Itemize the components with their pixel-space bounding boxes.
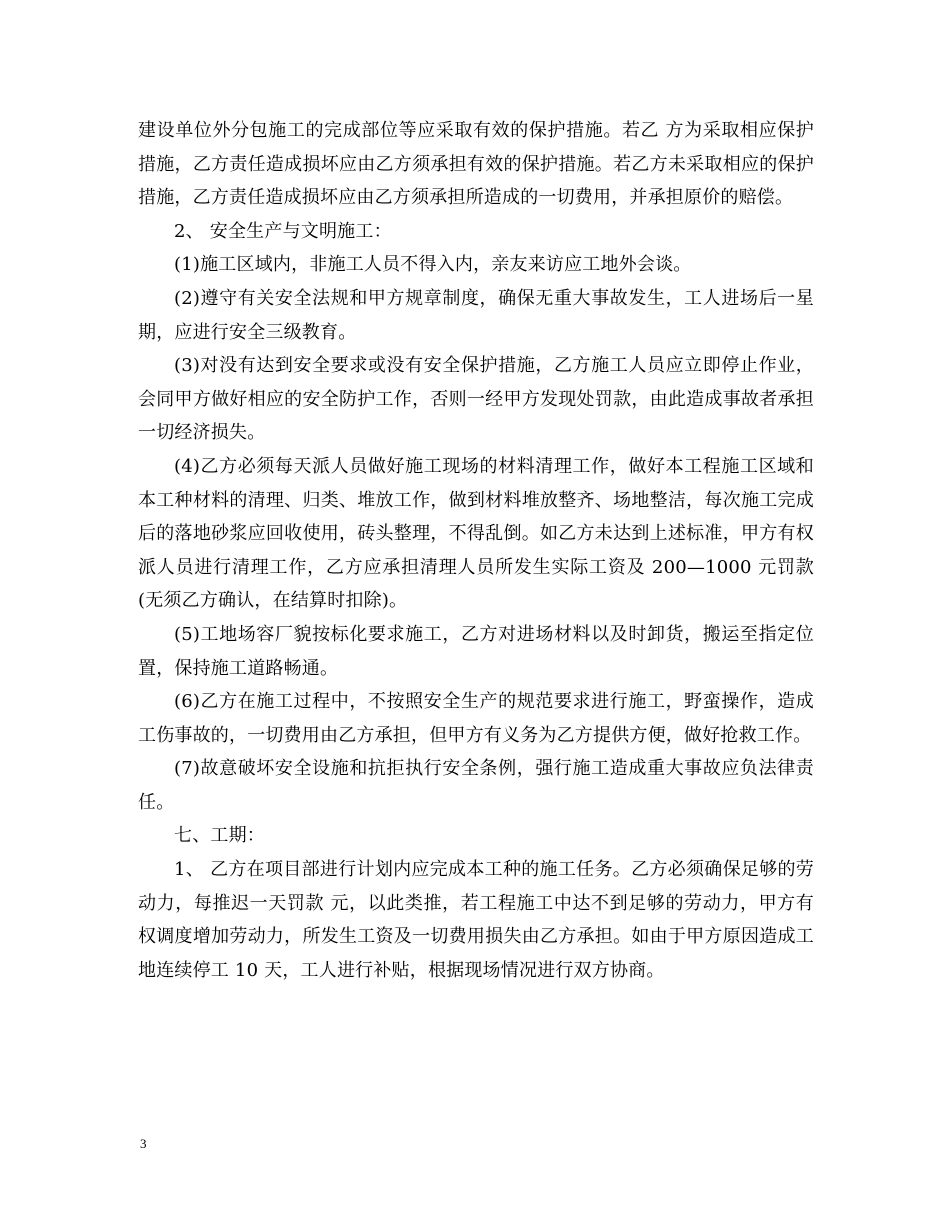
paragraph-schedule-item-1: 1、 乙方在项目部进行计划内应完成本工种的施工任务。乙方必须确保足够的劳动力，每推迟一天罚款 元，以此类推，若工程施工中达不到足够的劳动力，甲方有权调度增加劳动力，所发生工资及一切费用损失由乙方承担。如由于甲方原因造成工地连续停工 10 天，工人进行补贴，根据现场情况进行双方协商。 xyxy=(138,859,814,981)
paragraph-safety-item-2: (2)遵守有关安全法规和甲方规章制度，确保无重大事故发生，工人进场后一星期，应进行安全三级教育。 xyxy=(138,287,814,343)
heading-safety-production: 2、 安全生产与文明施工： xyxy=(174,220,392,242)
page-number: 3 xyxy=(140,1136,147,1151)
paragraph-safety-item-4: (4)乙方必须每天派人员做好施工现场的材料清理工作，做好本工程施工区域和本工种材料的清理、归类、堆放工作，做到材料堆放整齐、场地整洁，每次施工完成后的落地砂浆应回收使用，砖头整理，不得乱倒。如乙方未达到上述标准，甲方有权派人员进行清理工作，乙方应承担清理人员所发生实际工资及 200—1000 元罚款(无须乙方确认，在结算时扣除)。 xyxy=(138,455,814,612)
paragraph-protection-measures: 建设单位外分包施工的完成部位等应采取有效的保护措施。若乙 方为采取相应保护措施，乙方责任造成损坏应由乙方须承担有效的保护措施。若乙方未采取相应的保护措施，乙方责任造成损坏应由乙方须承担所造成的一切费用，并承担原价的赔偿。 xyxy=(138,120,814,209)
heading-schedule: 七、工期： xyxy=(174,825,265,847)
paragraph-safety-item-7: (7)故意破坏安全设施和抗拒执行安全条例，强行施工造成重大事故应负法律责任。 xyxy=(138,758,814,813)
paragraph-safety-item-1: (1)施工区域内，非施工人员不得入内，亲友来访应工地外会谈。 xyxy=(174,254,692,276)
paragraph-safety-item-3: (3)对没有达到安全要求或没有安全保护措施，乙方施工人员应立即停止作业，会同甲方做好相应的安全防护工作，否则一经甲方发现处罚款，由此造成事故者承担一切经济损失。 xyxy=(138,355,814,444)
document-body xyxy=(138,114,814,987)
paragraph-safety-item-6: (6)乙方在施工过程中，不按照安全生产的规范要求进行施工，野蛮操作，造成工伤事故的，一切费用由乙方承担，但甲方有义务为乙方提供方便，做好抢救工作。 xyxy=(138,691,814,746)
paragraph-safety-item-5: (5)工地场容厂貌按标化要求施工，乙方对进场材料以及时卸货，搬运至指定位置，保持施工道路畅通。 xyxy=(138,623,814,679)
